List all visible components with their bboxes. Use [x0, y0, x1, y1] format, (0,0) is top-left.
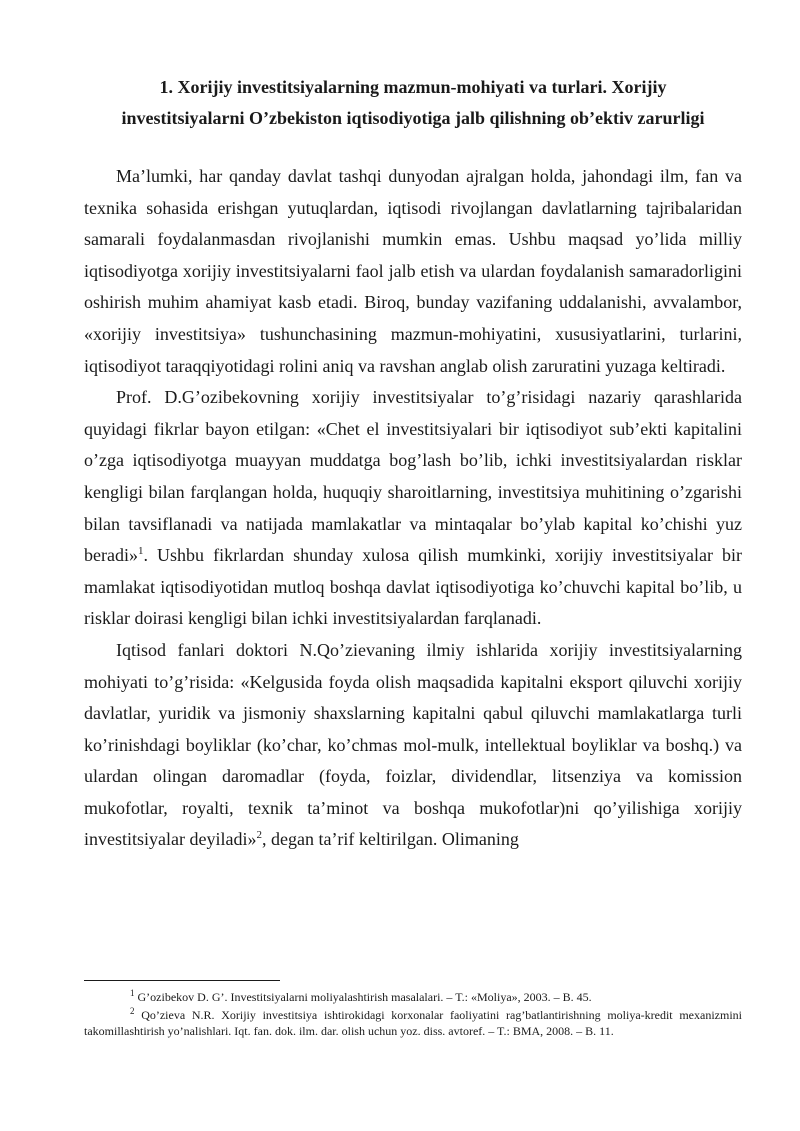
- paragraph-2-text-a: Prof. D.G’ozibekovning xorijiy investitsiyalar to’g’risidagi nazariy qarashlarida quyidagi fikrlar bayon etilgan: «Chet el investitsiyalari bir iqtisodiyot sub’ekti kapitalini o’zga iqtisodiyotga muayyan muddatga bog’lash bo’lib, ichki investitsiyalardan risklar kengligi bilan farqlangan holda, huquqiy sharoitlarning, investitsiya muhitining o’zgarishi bilan tavsiflanadi va natijada mamlakatlar va mintaqalar bo’ylab kapital ko’chishi yuz beradi»: [84, 387, 742, 566]
- footnote-1-mark: 1: [130, 988, 135, 998]
- heading-line-2: investitsiyalarni O’zbekiston iqtisodiyotiga jalb qilishning ob’ektiv zarurligi: [121, 108, 705, 128]
- document-page: [84, 72, 742, 856]
- footnote-2-text: Qo’zieva N.R. Xorijiy investitsiya ishtirokidagi korxonalar faoliyatini rag’batlantirishning moliya-kredit mexanizmini takomillashtirish yo’nalishlari. Iqt. fan. dok. ilm. dar. olish uchun yoz. diss. avtoref. – T.: BMA, 2008. – B. 11.: [84, 1008, 742, 1038]
- paragraph-2: [84, 382, 742, 635]
- footnote-ref-2[interactable]: 2: [256, 829, 262, 842]
- footnote-separator: [84, 980, 280, 981]
- paragraph-3-text-a: Iqtisod fanlari doktori N.Qo’zievaning ilmiy ishlarida xorijiy investitsiyalarning mohiyati to’g’risida: «Kelgusida foyda olish maqsadida kapitalni eksport qiluvchi xorijiy davlatlar, yuridik va jismoniy shaxslarning kapitalni qabul qiluvchi mamlakatlarga turli ko’rinishdagi boyliklar (ko’char, ko’chmas mol-mulk, intellektual boyliklar va boshq.) va ulardan olingan daromadlar (foyda, foizlar, dividendlar, litsenziya va komission mukofotlar, royalti, texnik ta’minot va boshqa mukofotlar)ni qo’yilishiga xorijiy investitsiyalar deyiladi»: [84, 639, 742, 850]
- footnote-1: [84, 989, 742, 1005]
- footnote-2: [84, 1007, 742, 1039]
- paragraph-2-text-b: . Ushbu fikrlardan shunday xulosa qilish mumkinki, xorijiy investitsiyalar bir mamlakat iqtisodiyotidan mutloq boshqa davlat iqtisodiyotiga ko’chuvchi kapital bo’lib, u risklar doirasi kengligi bilan ichki investitsiyalardan farqlanadi.: [84, 545, 742, 629]
- paragraph-3: [84, 635, 742, 856]
- heading-line-1: 1. Xorijiy investitsiyalarning mazmun-mohiyati va turlari. Xorijiy: [159, 77, 667, 97]
- section-heading: [84, 72, 742, 134]
- footnote-1-text: G’ozibekov D. G’. Investitsiyalarni moliyalashtirish masalalari. – T.: «Moliya», 2003. – B. 45.: [134, 990, 592, 1004]
- paragraph-3-text-b: , degan ta’rif keltirilgan. Olimaning: [261, 829, 519, 850]
- paragraph-1: Ma’lumki, har qanday davlat tashqi dunyodan ajralgan holda, jahondagi ilm, fan va texnika sohasida erishgan yutuqlardan, iqtisodi rivojlangan davlatlarning tajribalaridan samarali foydalanmasdan rivojlanishi mumkin emas. Ushbu maqsad yo’lida milliy iqtisodiyotga xorijiy investitsiyalarni faol jalb etish va ulardan foydalanish samaradorligini oshirish muhim ahamiyat kasb etadi. Biroq, bunday vazifaning uddalanishi, avvalambor, «xorijiy investitsiya» tushunchasining mazmun-mohiyatini, xususiyatlarini, turlarini, iqtisodiyot taraqqiyotidagi rolini aniq va ravshan anglab olish zaruratini yuzaga keltiradi.: [84, 166, 742, 376]
- footnote-2-mark: 2: [130, 1006, 135, 1016]
- footnote-ref-1[interactable]: 1: [137, 545, 144, 558]
- footnotes: [84, 989, 742, 1041]
